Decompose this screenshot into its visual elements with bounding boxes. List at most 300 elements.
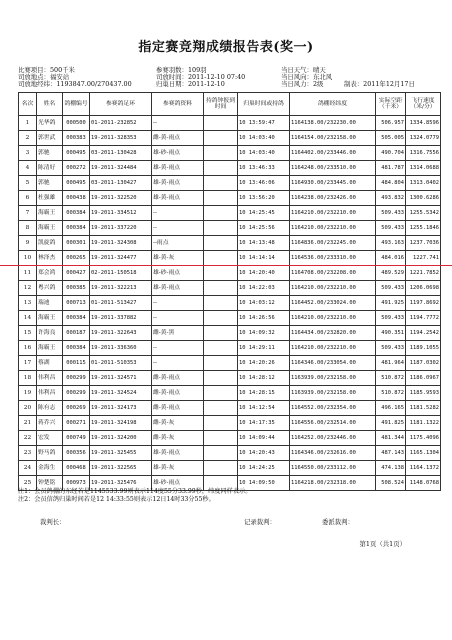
cell-speed: 1206.0698 [406, 281, 441, 296]
cell-speed: 1300.6286 [406, 191, 441, 206]
cell-distance: 481.787 [376, 161, 406, 176]
cell-rank: 8 [19, 221, 37, 236]
cell-coords: 1164210.00/232210.00 [290, 206, 376, 221]
cell-distance: 505.005 [376, 131, 406, 146]
cell-arrival: 10 14:03:40 [238, 146, 290, 161]
cell-speed: 1181.1322 [406, 416, 441, 431]
cell-clock-time [204, 281, 238, 296]
cell-bird-info: -- [152, 296, 204, 311]
cell-loft-id: 000384 [63, 311, 90, 326]
cell-arrival: 10 14:20:26 [238, 356, 290, 371]
cell-arrival: 10 14:20:43 [238, 446, 290, 461]
cell-coords: 1164930.00/233445.00 [290, 176, 376, 191]
cell-arrival: 10 13:56:20 [238, 191, 290, 206]
info-weather: 当日天气：晴天 [281, 66, 326, 74]
cell-bird-info: 雄-黄-灰 [152, 461, 204, 476]
table-row [19, 116, 441, 131]
cell-coords: 1164346.00/232616.00 [290, 446, 376, 461]
header-ring: 参赛鸽足环 [90, 93, 152, 116]
cell-ring: 19-2011-324484 [90, 161, 152, 176]
cell-coords: 1164252.00/232446.00 [290, 431, 376, 446]
header-bird-info: 参赛鸽资料 [152, 93, 204, 116]
cell-rank: 18 [19, 371, 37, 386]
cell-clock-time [204, 356, 238, 371]
cell-clock-time [204, 161, 238, 176]
cell-coords: 1164402.00/233446.00 [290, 146, 376, 161]
cell-rank: 19 [19, 386, 37, 401]
cell-speed: 1197.8692 [406, 296, 441, 311]
cell-name: 海霸王 [37, 311, 63, 326]
cell-name: 蒋乔兴 [37, 416, 63, 431]
cell-bird-info: 雄-黄-雨点 [152, 281, 204, 296]
info-distance: 比赛项目：500千米 [18, 66, 75, 74]
cell-arrival: 10 14:14:14 [238, 251, 290, 266]
cell-loft-id: 000187 [63, 326, 90, 341]
report-title: 指定赛竞翔成绩报告表(奖一) [138, 40, 314, 55]
cell-ring: 03-2011-130428 [90, 146, 152, 161]
cell-coords: 1164836.00/232245.00 [290, 236, 376, 251]
cell-clock-time [204, 386, 238, 401]
header-distance: 实际空距（千米） [376, 93, 406, 116]
cell-clock-time [204, 176, 238, 191]
cell-rank: 12 [19, 281, 37, 296]
cell-clock-time [204, 296, 238, 311]
cell-loft-id: 000271 [63, 416, 90, 431]
cell-loft-id: 000383 [63, 131, 90, 146]
cell-loft-id: 000427 [63, 266, 90, 281]
cell-rank: 1 [19, 116, 37, 131]
cell-rank: 15 [19, 326, 37, 341]
cell-speed: 1314.0688 [406, 161, 441, 176]
cell-coords: 1164210.00/232210.00 [290, 221, 376, 236]
table-row [19, 191, 441, 206]
cell-clock-time [204, 131, 238, 146]
info-release-site: 司放地点：福安站 [18, 73, 70, 81]
cell-loft-id: 000713 [63, 296, 90, 311]
cell-distance: 481.964 [376, 356, 406, 371]
cell-distance: 493.832 [376, 191, 406, 206]
note-1: 注1：会员鸽棚的东经若是1145533.99则表示114度55分33.99秒，纬度同样表示。 [18, 488, 252, 495]
info-release-time: 司放时间：2011-12-10 07:40 [156, 73, 246, 81]
cell-rank: 13 [19, 296, 37, 311]
cell-loft-id: 000269 [63, 401, 90, 416]
cell-bird-info: 雄-黄-雨点 [152, 161, 204, 176]
cell-speed: 1185.9593 [406, 386, 441, 401]
table-row [19, 236, 441, 251]
cell-arrival: 10 14:09:44 [238, 431, 290, 446]
cell-loft-id: 000385 [63, 281, 90, 296]
cell-bird-info: 雌-黄-雨点 [152, 371, 204, 386]
cell-name: 海霸王 [37, 341, 63, 356]
table-header-row [19, 93, 441, 116]
cell-rank: 14 [19, 311, 37, 326]
cell-clock-time [204, 266, 238, 281]
info-wind-force: 当日风力：2级 [281, 80, 324, 88]
cell-coords: 1164550.00/233112.00 [290, 461, 376, 476]
cell-loft-id: 000299 [63, 371, 90, 386]
cell-arrival: 10 14:03:40 [238, 131, 290, 146]
cell-ring: 19-2011-324524 [90, 386, 152, 401]
cell-distance: 491.825 [376, 416, 406, 431]
cell-name: 郭驰 [37, 176, 63, 191]
highlight-line [0, 265, 452, 266]
header-rank: 名次 [19, 93, 37, 116]
cell-clock-time [204, 251, 238, 266]
cell-name: 杜强雄 [37, 191, 63, 206]
cell-bird-info: 雌-黄-黑 [152, 326, 204, 341]
cell-clock-time [204, 206, 238, 221]
cell-loft-id: 000384 [63, 206, 90, 221]
cell-ring: 19-2011-322213 [90, 281, 152, 296]
cell-name: 蔡湖 [37, 356, 63, 371]
cell-speed: 1148.0768 [406, 476, 441, 491]
cell-rank: 11 [19, 266, 37, 281]
cell-speed: 1255.1846 [406, 221, 441, 236]
cell-rank: 22 [19, 431, 37, 446]
cell-distance: 509.433 [376, 311, 406, 326]
cell-name: 郑会鸿 [37, 266, 63, 281]
header-speed: 飞行速度（米/分） [406, 93, 441, 116]
cell-arrival: 10 14:28:12 [238, 371, 290, 386]
cell-distance: 510.872 [376, 371, 406, 386]
cell-name: 粤兴鸽 [37, 281, 63, 296]
cell-clock-time [204, 371, 238, 386]
cell-bird-info: 雌-黄-雨点 [152, 401, 204, 416]
cell-bird-info: -- [152, 311, 204, 326]
cell-coords: 1164154.00/232158.00 [290, 131, 376, 146]
cell-distance: 491.925 [376, 296, 406, 311]
cell-clock-time [204, 146, 238, 161]
referee-label: 裁判长： [40, 518, 66, 526]
cell-coords: 1164346.00/233054.00 [290, 356, 376, 371]
cell-coords: 1164536.00/233310.00 [290, 251, 376, 266]
cell-coords: 1163939.00/232158.00 [290, 386, 376, 401]
table-row [19, 251, 441, 266]
cell-rank: 17 [19, 356, 37, 371]
cell-coords: 1164210.00/232210.00 [290, 281, 376, 296]
cell-speed: 1221.7852 [406, 266, 441, 281]
cell-speed: 1194.7772 [406, 311, 441, 326]
cell-clock-time [204, 431, 238, 446]
cell-arrival: 10 14:13:48 [238, 236, 290, 251]
cell-speed: 1164.1372 [406, 461, 441, 476]
cell-bird-info: --雨点 [152, 236, 204, 251]
cell-name: 野马鸽 [37, 446, 63, 461]
cell-ring: 19-2011-324571 [90, 371, 152, 386]
cell-distance: 474.138 [376, 461, 406, 476]
cell-ring: 19-2011-334512 [90, 206, 152, 221]
table-body [19, 116, 441, 491]
cell-ring: 19-2011-324308 [90, 236, 152, 251]
cell-speed: 1175.4096 [406, 431, 441, 446]
cell-speed: 1227.741 [406, 251, 441, 266]
cell-clock-time [204, 311, 238, 326]
cell-rank: 24 [19, 461, 37, 476]
header-loft-id: 鸽棚编号 [63, 93, 90, 116]
table-row [19, 281, 441, 296]
cell-distance: 509.433 [376, 281, 406, 296]
cell-coords: 1163939.00/232158.00 [290, 371, 376, 386]
cell-distance: 484.016 [376, 251, 406, 266]
cell-coords: 1164138.00/232230.00 [290, 116, 376, 131]
cell-speed: 1181.5282 [406, 401, 441, 416]
table-row [19, 146, 441, 161]
table-row [19, 161, 441, 176]
cell-bird-info: 雄-黄-雨点 [152, 176, 204, 191]
cell-bird-info: 雌-黄-灰 [152, 431, 204, 446]
info-entries: 参赛羽数：109羽 [156, 66, 207, 74]
cell-distance: 489.529 [376, 266, 406, 281]
table-row [19, 401, 441, 416]
cell-loft-id: 000356 [63, 446, 90, 461]
cell-name: 林泽杰 [37, 251, 63, 266]
cell-loft-id: 000299 [63, 386, 90, 401]
cell-ring: 19-2011-324173 [90, 401, 152, 416]
cell-ring: 19-2011-325455 [90, 446, 152, 461]
table-row [19, 326, 441, 341]
table-row [19, 341, 441, 356]
cell-ring: 03-2011-130427 [90, 176, 152, 191]
cell-coords: 1164552.00/232354.00 [290, 401, 376, 416]
cell-ring: 19-2011-324200 [90, 431, 152, 446]
cell-name: 海霸王 [37, 221, 63, 236]
cell-rank: 23 [19, 446, 37, 461]
cell-ring: 19-2011-324198 [90, 416, 152, 431]
cell-clock-time [204, 221, 238, 236]
table-row [19, 356, 441, 371]
table-row [19, 296, 441, 311]
cell-distance: 510.872 [376, 386, 406, 401]
cell-ring: 19-2011-322643 [90, 326, 152, 341]
cell-coords: 1164708.00/232208.00 [290, 266, 376, 281]
cell-arrival: 10 14:20:40 [238, 266, 290, 281]
cell-speed: 1194.2542 [406, 326, 441, 341]
table-row [19, 221, 441, 236]
cell-name: 郭驰 [37, 146, 63, 161]
cell-distance: 509.433 [376, 221, 406, 236]
cell-speed: 1186.0967 [406, 371, 441, 386]
results-table [18, 92, 441, 491]
cell-rank: 7 [19, 206, 37, 221]
cell-arrival: 10 13:46:33 [238, 161, 290, 176]
table-row [19, 206, 441, 221]
cell-ring: 19-2011-324477 [90, 251, 152, 266]
cell-clock-time [204, 416, 238, 431]
cell-bird-info: 雄-砂-雨点 [152, 266, 204, 281]
cell-bird-info: 雄-黄-雨点 [152, 446, 204, 461]
cell-arrival: 10 14:29:11 [238, 341, 290, 356]
cell-clock-time [204, 446, 238, 461]
cell-bird-info: 雌-黄-雨点 [152, 386, 204, 401]
cell-distance: 493.163 [376, 236, 406, 251]
cell-bird-info: -- [152, 341, 204, 356]
header-name: 姓名 [37, 93, 63, 116]
cell-coords: 1164238.00/232426.00 [290, 191, 376, 206]
cell-speed: 1316.7556 [406, 146, 441, 161]
cell-speed: 1255.5342 [406, 206, 441, 221]
cell-rank: 3 [19, 146, 37, 161]
cell-clock-time [204, 326, 238, 341]
info-made-on: 制表：2011年12月17日 [344, 80, 415, 88]
cell-loft-id: 000495 [63, 176, 90, 191]
cell-arrival: 10 14:28:15 [238, 386, 290, 401]
table-row [19, 311, 441, 326]
table-row [19, 431, 441, 446]
cell-ring: 19-2011-336360 [90, 341, 152, 356]
cell-name: 光华鸽 [37, 116, 63, 131]
cell-distance: 509.433 [376, 206, 406, 221]
page-number: 第1页（共1页） [359, 540, 406, 548]
cell-name: 宏发 [37, 431, 63, 446]
cell-clock-time [204, 401, 238, 416]
cell-ring: 19-2011-322565 [90, 461, 152, 476]
cell-rank: 20 [19, 401, 37, 416]
cell-name: 许海良 [37, 326, 63, 341]
cell-name: 陈有志 [37, 401, 63, 416]
cell-name: 金海生 [37, 461, 63, 476]
cell-name: 伟利昌 [37, 371, 63, 386]
cell-loft-id: 000468 [63, 461, 90, 476]
recorder-label: 记录裁判： [244, 518, 276, 526]
cell-loft-id: 000500 [63, 116, 90, 131]
info-release-coords: 司放地经纬：1193847.00/270437.00 [18, 80, 132, 88]
table-row [19, 446, 441, 461]
cell-rank: 2 [19, 131, 37, 146]
cell-arrival: 10 14:26:56 [238, 311, 290, 326]
cell-distance: 496.165 [376, 401, 406, 416]
cell-loft-id: 000115 [63, 356, 90, 371]
cell-distance: 481.344 [376, 431, 406, 446]
cell-ring: 19-2011-322520 [90, 191, 152, 206]
cell-rank: 4 [19, 161, 37, 176]
cell-arrival: 10 14:24:25 [238, 461, 290, 476]
cell-clock-time [204, 341, 238, 356]
cell-rank: 16 [19, 341, 37, 356]
cell-arrival: 10 14:22:03 [238, 281, 290, 296]
cell-loft-id: 000272 [63, 161, 90, 176]
cell-loft-id: 000301 [63, 236, 90, 251]
cell-name: 瑞迪 [37, 296, 63, 311]
cell-rank: 9 [19, 236, 37, 251]
cell-clock-time [204, 236, 238, 251]
cell-arrival: 10 14:12:54 [238, 401, 290, 416]
table-row [19, 131, 441, 146]
cell-ring: 01-2011-513427 [90, 296, 152, 311]
cell-bird-info: 雄-黄-灰 [152, 251, 204, 266]
cell-arrival: 10 14:25:45 [238, 206, 290, 221]
cell-loft-id: 000438 [63, 191, 90, 206]
table-row [19, 371, 441, 386]
cell-name: 郭世武 [37, 131, 63, 146]
cell-rank: 10 [19, 251, 37, 266]
cell-arrival: 10 14:03:12 [238, 296, 290, 311]
cell-arrival: 10 14:25:56 [238, 221, 290, 236]
note-2: 注2：会员信鸽归巢时间若是12 14:33:55则表示12日14时33分55秒。 [18, 496, 215, 503]
cell-coords: 1164434.00/232820.00 [290, 326, 376, 341]
cell-loft-id: 000384 [63, 341, 90, 356]
info-wind: 当日风向：东北风 [281, 73, 333, 81]
cell-loft-id: 000495 [63, 146, 90, 161]
cell-clock-time [204, 116, 238, 131]
cell-clock-time [204, 191, 238, 206]
cell-distance: 509.433 [376, 341, 406, 356]
header-arrival: 归巢时间或持鸽 [238, 93, 290, 116]
cell-arrival: 10 14:09:32 [238, 326, 290, 341]
cell-rank: 21 [19, 416, 37, 431]
info-date: 归巢日期：2011-12-10 [156, 80, 225, 88]
cell-bird-info: -- [152, 356, 204, 371]
cell-bird-info: 雌-黄-雨点 [152, 131, 204, 146]
cell-speed: 1237.7036 [406, 236, 441, 251]
cell-bird-info: -- [152, 221, 204, 236]
cell-loft-id: 000973 [63, 476, 90, 491]
cell-ring: 01-2011-510353 [90, 356, 152, 371]
cell-speed: 1165.1304 [406, 446, 441, 461]
cell-arrival: 10 13:46:06 [238, 176, 290, 191]
cell-ring: 19-2011-337220 [90, 221, 152, 236]
cell-distance: 506.957 [376, 116, 406, 131]
cell-name: 伟利昌 [37, 386, 63, 401]
cell-name: 钟楚铭 [37, 476, 63, 491]
cell-arrival: 10 13:59:47 [238, 116, 290, 131]
cell-ring: 02-2011-150518 [90, 266, 152, 281]
cell-rank: 25 [19, 476, 37, 491]
cell-bird-info: 雄-砂-雨点 [152, 146, 204, 161]
cell-coords: 1164556.00/232514.00 [290, 416, 376, 431]
cell-ring: 19-2011-328353 [90, 131, 152, 146]
cell-name: 海霸王 [37, 206, 63, 221]
cell-coords: 1164210.00/232210.00 [290, 341, 376, 356]
cell-ring: 19-2011-325476 [90, 476, 152, 491]
cell-distance: 484.804 [376, 176, 406, 191]
cell-speed: 1324.0779 [406, 131, 441, 146]
committee-label: 委派裁判： [322, 518, 354, 526]
table-row [19, 461, 441, 476]
cell-arrival: 10 14:17:35 [238, 416, 290, 431]
cell-coords: 1164452.00/233024.00 [290, 296, 376, 311]
cell-ring: 01-2011-232852 [90, 116, 152, 131]
cell-speed: 1189.1055 [406, 341, 441, 356]
table-row [19, 386, 441, 401]
cell-loft-id: 000265 [63, 251, 90, 266]
cell-speed: 1313.0402 [406, 176, 441, 191]
header-clock-time: 持鸽钟报到时间 [204, 93, 238, 116]
cell-distance: 508.524 [376, 476, 406, 491]
cell-rank: 6 [19, 191, 37, 206]
cell-clock-time [204, 461, 238, 476]
cell-speed: 1187.0302 [406, 356, 441, 371]
cell-name: 陈清好 [37, 161, 63, 176]
cell-loft-id: 000749 [63, 431, 90, 446]
table-row [19, 176, 441, 191]
cell-name: 凯旋鸽 [37, 236, 63, 251]
cell-bird-info: 雄-黄-雨点 [152, 191, 204, 206]
cell-distance: 487.143 [376, 446, 406, 461]
cell-bird-info: 雌-黄-灰 [152, 416, 204, 431]
cell-loft-id: 000384 [63, 221, 90, 236]
cell-coords: 1164210.00/232210.00 [290, 311, 376, 326]
cell-distance: 490.351 [376, 326, 406, 341]
cell-coords: 1164218.00/232318.00 [290, 476, 376, 491]
cell-speed: 1334.8596 [406, 116, 441, 131]
cell-distance: 490.704 [376, 146, 406, 161]
cell-coords: 1164248.00/233510.00 [290, 161, 376, 176]
cell-arrival: 10 14:09:50 [238, 476, 290, 491]
cell-bird-info: 雄-砂-雨点 [152, 476, 204, 491]
table-row [19, 266, 441, 281]
cell-bird-info: -- [152, 206, 204, 221]
table-row [19, 416, 441, 431]
